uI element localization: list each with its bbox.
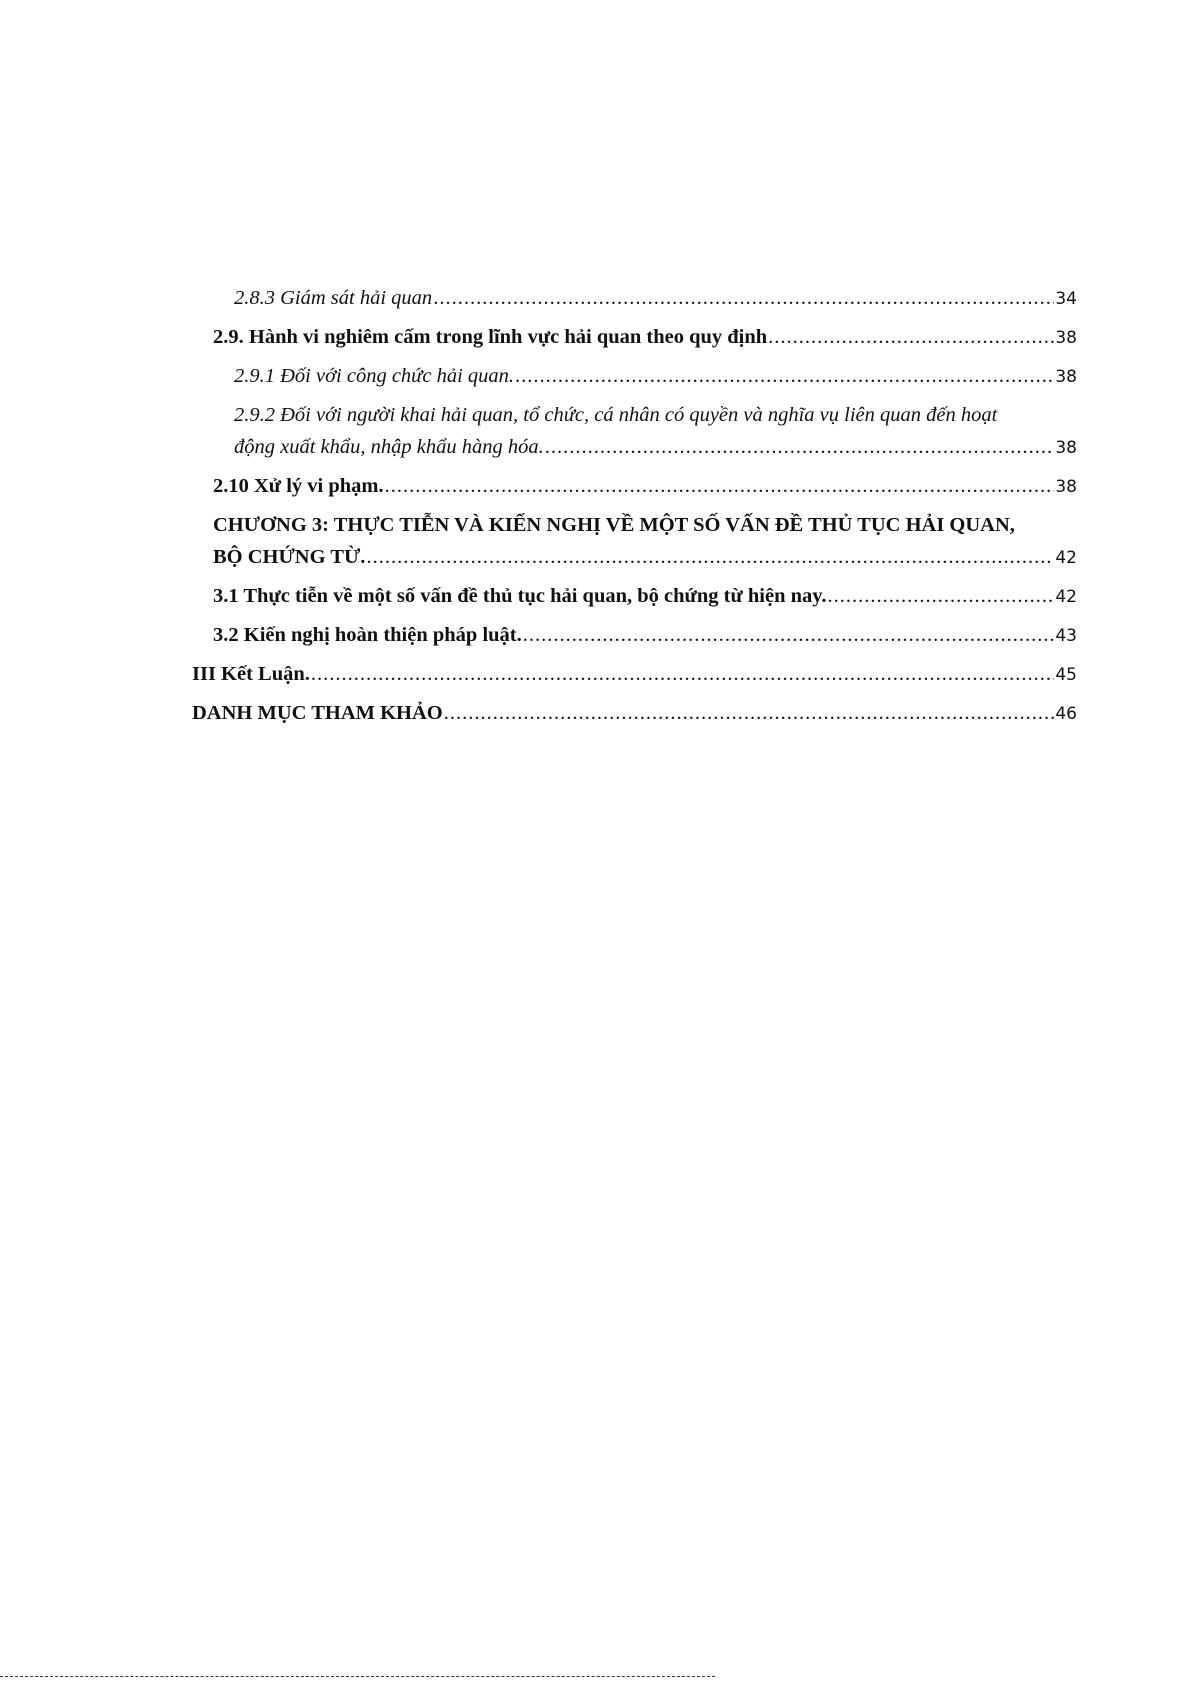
- toc-page-number: 34: [1055, 289, 1077, 309]
- dot-leader: [444, 697, 1054, 729]
- toc-entry-title-line-1: 2.9.2 Đối với người khai hải quan, tổ chức, cá nhân có quyền và nghĩa vụ liên quan đến hoạt: [234, 404, 998, 426]
- dot-leader: [433, 282, 1054, 314]
- toc-entry-title-line-1: CHƯƠNG 3: THỰC TIỄN VÀ KIẾN NGHỊ VỀ MỘT SỐ VẤN ĐỀ THỦ TỤC HẢI QUAN,: [213, 514, 1015, 536]
- dot-leader: [545, 431, 1054, 463]
- toc-entry-title: DANH MỤC THAM KHẢO: [192, 702, 443, 724]
- toc-entry-title: động xuất khẩu, nhập khẩu hàng hóa.: [234, 436, 544, 458]
- toc-entry-title: BỘ CHỨNG TỪ.: [213, 546, 366, 568]
- table-of-contents: [0, 282, 1191, 730]
- toc-page-number: 46: [1055, 704, 1077, 724]
- toc-page-number: 38: [1055, 367, 1077, 387]
- dot-leader: [768, 321, 1054, 353]
- dot-leader: [515, 360, 1054, 392]
- toc-entry-2-9-1[interactable]: [0, 360, 1191, 393]
- toc-page-number: 42: [1055, 548, 1077, 568]
- toc-page-number: 42: [1055, 587, 1077, 607]
- toc-entry-2-9-2[interactable]: [0, 399, 1191, 464]
- toc-entry-3-1[interactable]: [0, 580, 1191, 613]
- dot-leader: [385, 470, 1054, 502]
- toc-entry-title: 2.8.3 Giám sát hải quan: [234, 287, 433, 309]
- toc-entry-title: 2.9.1 Đối với công chức hải quan.: [234, 365, 515, 387]
- toc-entry-conclusion[interactable]: [0, 658, 1191, 691]
- toc-entry-title: 2.9. Hành vi nghiêm cấm trong lĩnh vực hải quan theo quy định: [213, 326, 768, 348]
- toc-page-number: 38: [1055, 328, 1077, 348]
- page-bottom-rule: [0, 1676, 715, 1677]
- toc-entry-chapter-3[interactable]: [0, 509, 1191, 574]
- toc-entry-2-10[interactable]: [0, 470, 1191, 503]
- toc-entry-title: 3.2 Kiến nghị hoàn thiện pháp luật.: [213, 624, 522, 646]
- toc-entry-references[interactable]: [0, 697, 1191, 730]
- toc-entry-title: 3.1 Thực tiễn về một số vấn đề thủ tục hải quan, bộ chứng từ hiện nay.: [213, 585, 827, 607]
- toc-entry-title: 2.10 Xử lý vi phạm.: [213, 475, 384, 497]
- toc-entry-3-2[interactable]: [0, 619, 1191, 652]
- dot-leader: [311, 658, 1054, 690]
- toc-entry-title: III Kết Luận.: [192, 663, 310, 685]
- dot-leader: [523, 619, 1054, 651]
- toc-page-number: 38: [1055, 438, 1077, 458]
- toc-page-number: 45: [1055, 665, 1077, 685]
- toc-entry-2-9[interactable]: [0, 321, 1191, 354]
- dot-leader: [366, 541, 1054, 573]
- toc-page-number: 38: [1055, 477, 1077, 497]
- toc-entry-2-8-3[interactable]: [0, 282, 1191, 315]
- dot-leader: [828, 580, 1055, 612]
- toc-page-number: 43: [1055, 626, 1077, 646]
